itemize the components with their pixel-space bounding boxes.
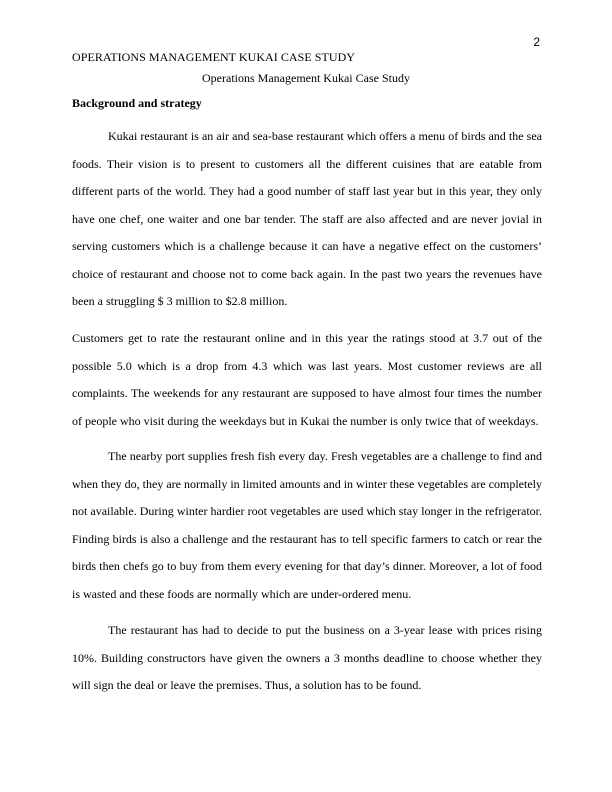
document-title: Operations Management Kukai Case Study (202, 71, 410, 85)
page-number: 2 (533, 35, 540, 49)
running-head: OPERATIONS MANAGEMENT KUKAI CASE STUDY (72, 50, 356, 64)
body-paragraph: Customers get to rate the restaurant online and in this year the ratings stood at 3.7 out of the possible 5.0 which is a drop from 4.3 which was last years. Most customer reviews are all complaints. The weekends for any restaurant are supposed to have almost four times the number of people who visit during the weekdays but in Kukai the number is only twice that of weekdays. (72, 331, 542, 428)
body-paragraph: The nearby port supplies fresh fish every day. Fresh vegetables are a challenge to find and when they do, they are normally in limited amounts and in winter these vegetables are completely not available. During winter hardier root vegetables are used which stay longer in the refrigerator. Finding birds is also a challenge and the restaurant has to tell specific farmers to catch or rear the birds then chefs go to buy from them every evening for that day’s dinner. Moreover, a lot of food is wasted and these foods are normally which are under-ordered menu. (72, 449, 542, 601)
section-heading: Background and strategy (72, 96, 202, 110)
body-paragraph: The restaurant has had to decide to put the business on a 3-year lease with prices rising 10%. Building constructors have given the owners a 3 months deadline to choose whether they will sign the deal or leave the premises. Thus, a solution has to be found. (72, 623, 542, 692)
body-paragraph: Kukai restaurant is an air and sea-base restaurant which offers a menu of birds and the sea foods. Their vision is to present to customers all the different cuisines that are eatable from different parts of the world. They had a good number of staff last year but in this year, they only have one chef, one waiter and one bar tender. The staff are also affected and are never jovial in serving customers which is a challenge because it can have a negative effect on the customers’ choice of restaurant and choose not to come back again. In the past two years the revenues have been a struggling $ 3 million to $2.8 million. (72, 129, 542, 308)
